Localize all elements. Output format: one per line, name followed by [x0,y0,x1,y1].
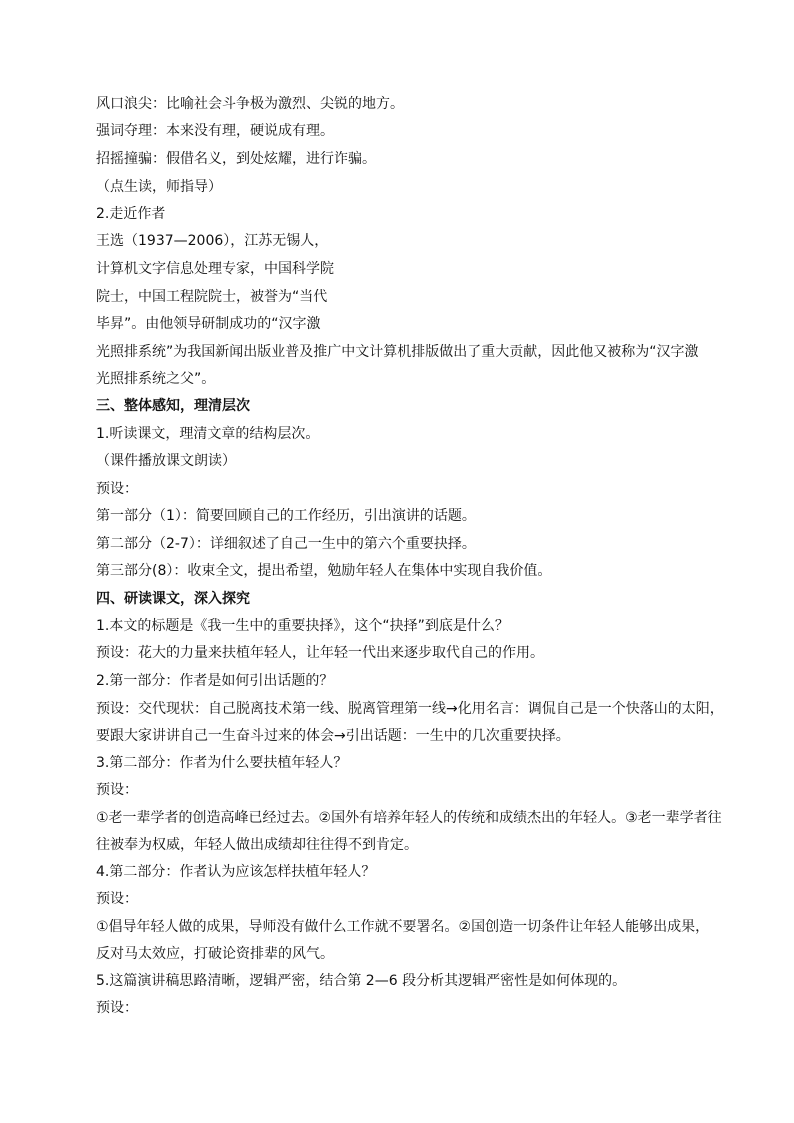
text-line: 5.这篇演讲稿思路清晰，逻辑严密，结合第 2—6 段分析其逻辑严密性是如何体现的。 [96,973,627,989]
text-line: 3.第二部分：作者为什么要扶植年轻人？ [96,755,348,771]
section-heading: 四、研读课文，深入探究 [96,591,250,607]
text-line: 预设：花大的力量来扶植年轻人，让年轻一代出来逐步取代自己的作用。 [96,645,544,661]
text-line: 招摇撞骗：假借名义，到处炫耀，进行诈骗。 [96,151,376,167]
text-line: （点生读，师指导） [96,179,222,195]
text-line: 风口浪尖：比喻社会斗争极为激烈、尖锐的地方。 [96,96,404,112]
text-line: 第二部分（2-7）：详细叙述了自己一生中的第六个重要抉择。 [96,536,476,552]
text-line: 反对马太效应，打破论资排辈的风气。 [96,946,334,962]
text-line: 4.第二部分：作者认为应该怎样扶植年轻人？ [96,864,376,880]
text-line: 预设： [96,891,138,907]
section-heading: 2.走近作者 [96,206,166,222]
text-line: 王选（1937—2006），江苏无锡人， [96,233,329,249]
text-line: 光照排系统”为我国新闻出版业普及推广中文计算机排版做出了重大贡献，因此他又被称为“汉字激 [96,344,699,360]
text-line: 院士，中国工程院院士，被誉为“当代 [96,289,328,305]
text-line: ①倡导年轻人做的成果，导师没有做什么工作就不要署名。②国创造一切条件让年轻人能够出成果， [96,919,710,935]
text-line: 1.本文的标题是《我一生中的重要抉择》，这个“抉择”到底是什么？ [96,618,509,634]
text-line: 要跟大家讲讲自己一生奋斗过来的体会→引出话题：一生中的几次重要抉择。 [96,728,570,744]
text-line: 往被奉为权威，年轻人做出成绩却往往得不到肯定。 [96,837,418,853]
text-line: 毕昇”。由他领导研制成功的“汉字激 [96,316,321,332]
section-heading: 三、整体感知，理清层次 [96,398,250,414]
text-line: 计算机文字信息处理专家，中国科学院 [96,261,334,277]
text-line: 光照排系统之父”。 [96,371,216,387]
text-line: ①老一辈学者的创造高峰已经过去。②国外有培养年轻人的传统和成绩杰出的年轻人。③老一辈学者往 [96,810,722,826]
text-line: 强词夺理：本来没有理，硬说成有理。 [96,123,334,139]
text-line: 1.听读课文，理清文章的结构层次。 [96,426,320,442]
text-line: 预设： [96,782,138,798]
text-line: 2.第一部分：作者是如何引出话题的？ [96,673,334,689]
text-line: （课件播放课文朗读） [96,453,236,469]
text-line: 预设：交代现状：自己脱离技术第一线、脱离管理第一线→化用名言：调侃自己是一个快落山的太阳， [96,701,724,717]
text-line: 预设： [96,481,138,497]
text-line: 第一部分（1）：简要回顾自己的工作经历，引出演讲的话题。 [96,508,476,524]
text-line: 第三部分(8）：收束全文，提出希望，勉励年轻人在集体中实现自我价值。 [96,563,552,579]
text-line: 预设： [96,1000,138,1016]
